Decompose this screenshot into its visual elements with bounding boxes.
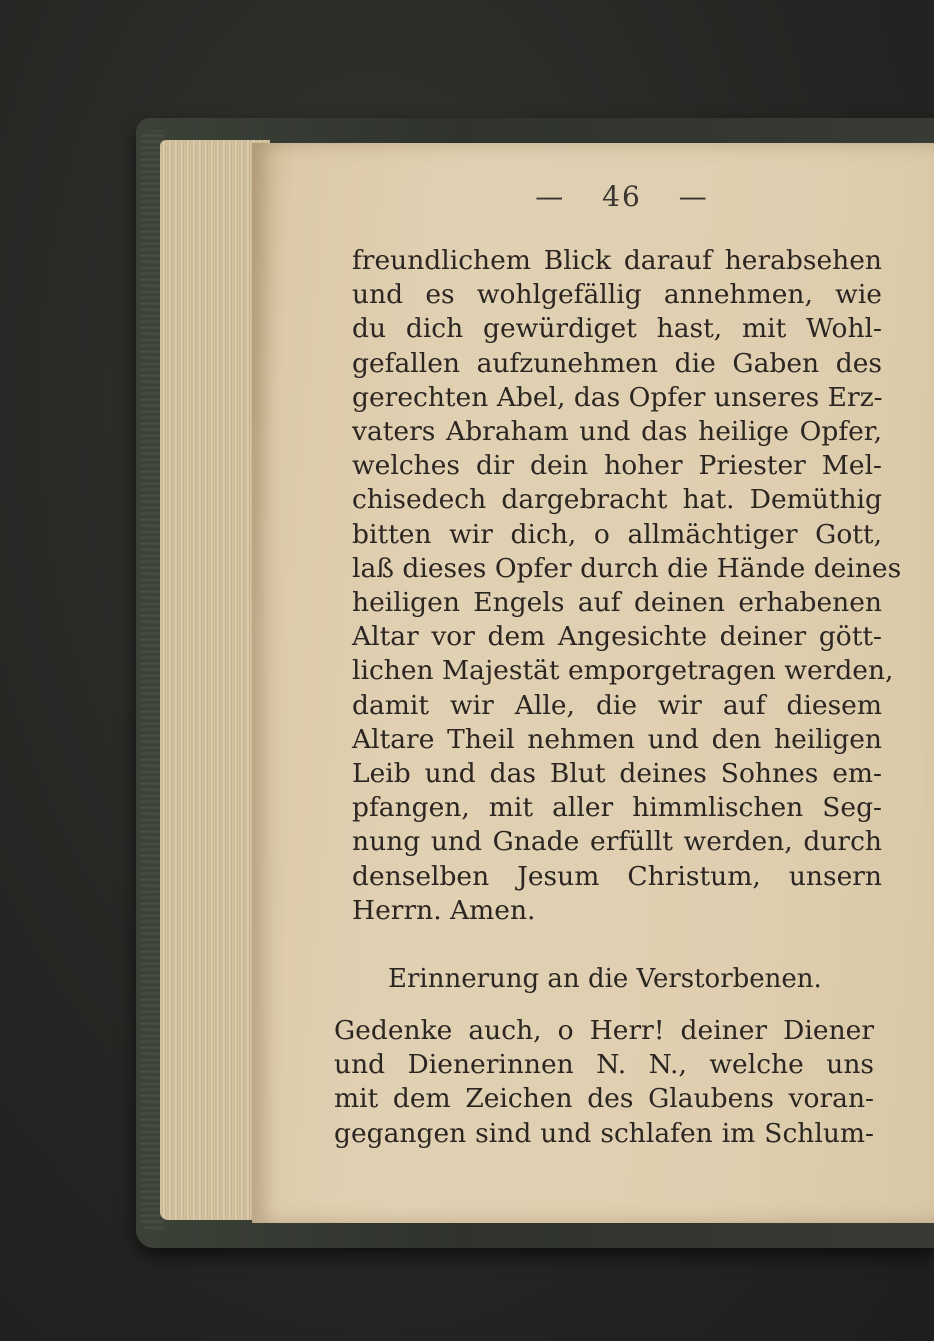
text-line: du dich gewürdiget hast, mit Wohl-	[352, 313, 882, 345]
dash-left: —	[535, 180, 566, 213]
text-line: chisedech dargebracht hat. Demüthig	[352, 484, 882, 516]
text-line: und Dienerinnen N. N., welche uns	[334, 1049, 874, 1081]
page-number: 46	[602, 180, 642, 213]
text-line: bitten wir dich, o allmächtiger Gott,	[352, 518, 882, 550]
text-line: damit wir Alle, die wir auf diesem	[352, 689, 882, 721]
text-line: Leib und das Blut deines Sohnes em-	[352, 758, 882, 790]
text-line: vaters Abraham und das heilige Opfer,	[352, 416, 882, 448]
text-line: Altar vor dem Angesichte deiner gött-	[352, 621, 882, 653]
text-line: Gedenke auch, o Herr! deiner Diener	[334, 1015, 874, 1046]
text-line: pfangen, mit aller himmlischen Seg-	[352, 792, 882, 824]
text-line: lichen Majestät emporgetragen werden,	[352, 655, 894, 687]
section-text	[334, 1014, 874, 1151]
text-line: gerechten Abel, das Opfer unseres Erz-	[352, 381, 883, 413]
dash-right: —	[678, 180, 709, 213]
text-line: Altare Theil nehmen und den heiligen	[352, 723, 882, 755]
text-line: und es wohlgefällig annehmen, wie	[352, 279, 882, 311]
text-line: heiligen Engels auf deinen erhabenen	[352, 587, 882, 619]
text-line: nung und Gnade erfüllt werden, durch	[352, 826, 882, 858]
body-text	[352, 244, 902, 928]
text-line: gegangen sind und schlafen im Schlum-	[334, 1117, 874, 1149]
text-line: gefallen aufzunehmen die Gaben des	[352, 347, 882, 379]
page-number-line	[0, 180, 934, 213]
section-heading: Erinnerung an die Verstorbenen.	[388, 964, 822, 994]
text-line: Herrn. Amen.	[352, 894, 536, 926]
text-line: freundlichem Blick darauf herabsehen	[352, 245, 882, 276]
text-line: laß dieses Opfer durch die Hände deines	[352, 552, 902, 584]
text-line: mit dem Zeichen des Glaubens voran-	[334, 1083, 874, 1115]
text-line: welches dir dein hoher Priester Mel-	[352, 450, 882, 482]
text-line: denselben Jesum Christum, unsern	[352, 860, 882, 892]
